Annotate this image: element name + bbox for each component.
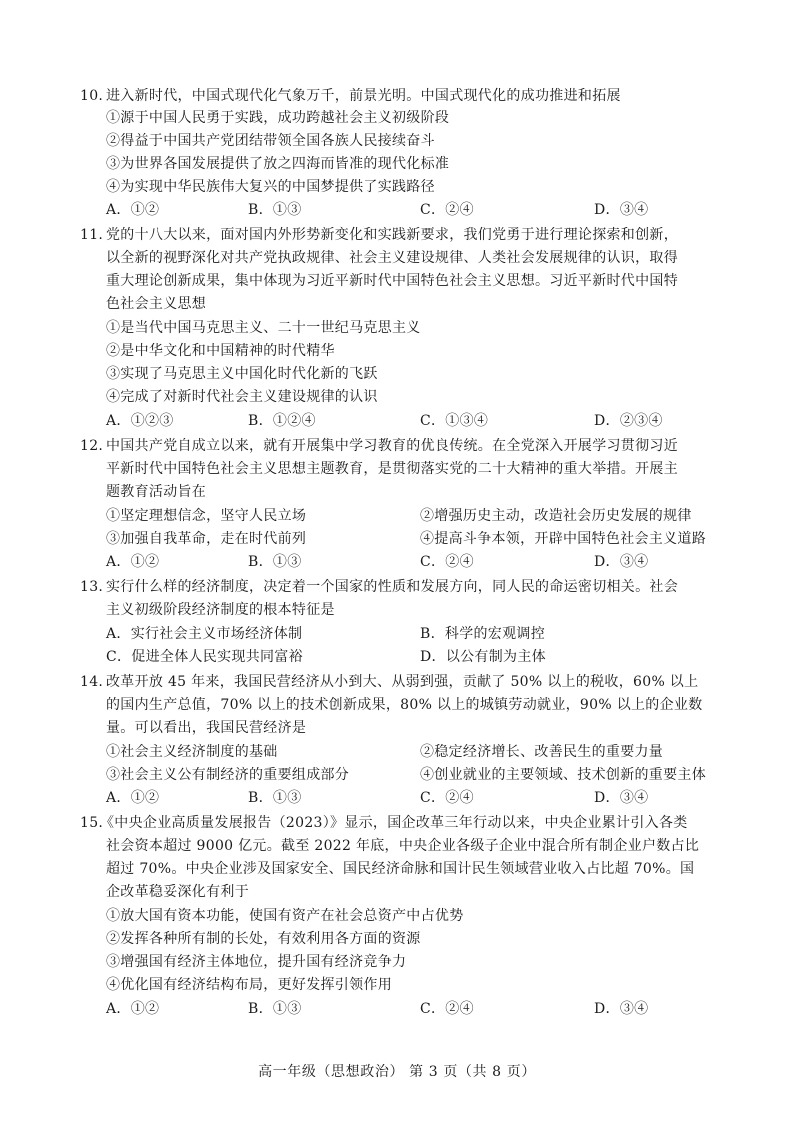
option-d: D．③④ [594,1001,649,1017]
option-a: A．①② [106,1001,160,1017]
question-stem-line: 平新时代中国特色社会主义思想主题教育，是贯彻落实党的二十大精神的重大举措。开展主 [106,461,678,477]
statement-3: ③社会主义公有制经济的重要组成部分 [106,767,350,783]
statement-1: ①坚定理想信念，坚守人民立场 [106,508,307,524]
question-number: 10. [80,88,104,104]
option-a: A．①② [106,790,160,806]
option-d: D．以公有制为主体 [420,649,546,665]
question-stem-line: 的国内生产总值，70% 以上的技术创新成果，80% 以上的城镇劳动就业，90% 以上的企业数 [106,697,703,713]
question-stem-line: 主义初级阶段经济制度的根本特征是 [106,602,335,618]
option-b: B．①③ [248,790,302,806]
option-b: B．①③ [248,1001,302,1017]
statement-4: ④创业就业的主要领域、技术创新的重要主体 [420,767,706,783]
question-stem-line: 实行什么样的经济制度，决定着一个国家的性质和发展方向，同人民的命运密切相关。社会 [106,579,678,595]
question-stem-line: 企改革稳妥深化有利于 [106,884,249,900]
statement-4: ④优化国有经济结构布局，更好发挥引领作用 [106,977,392,993]
statement-4: ④为实现中华民族伟大复兴的中国梦提供了实践路径 [106,179,435,195]
option-c: C．促进全体人民实现共同富裕 [106,649,303,665]
option-b: B．科学的宏观调控 [420,626,545,642]
option-b: B．①②④ [248,413,316,429]
statement-2: ②得益于中国共产党团结带领全国各族人民接续奋斗 [106,133,435,149]
option-d: D．③④ [594,202,649,218]
option-b: B．①③ [248,554,302,570]
statement-4: ④提高斗争本领，开辟中国特色社会主义道路 [420,531,706,547]
option-a: A．①②③ [106,413,174,429]
question-number: 12. [80,438,104,454]
option-a: A．实行社会主义市场经济体制 [106,626,303,642]
question-stem-line: 党的十八大以来，面对国内外形势新变化和实践新要求，我们党勇于进行理论探索和创新， [106,227,678,243]
statement-3: ③加强自我革命，走在时代前列 [106,531,307,547]
question-number: 11. [80,227,104,243]
statement-1: ①放大国有资本功能，使国有资产在社会总资产中占优势 [106,908,464,924]
option-c: C．②④ [420,1001,474,1017]
question-stem-line: 中国共产党自成立以来，就有开展集中学习教育的优良传统。在全党深入开展学习贯彻习近 [106,438,678,454]
question-stem-line: 题教育活动旨在 [106,484,207,500]
option-d: D．③④ [594,790,649,806]
statement-4: ④完成了对新时代社会主义建设规律的认识 [106,389,378,405]
option-a: A．①② [106,202,160,218]
option-c: C．②④ [420,554,474,570]
option-c: C．②④ [420,202,474,218]
statement-1: ①源于中国人民勇于实践，成功跨越社会主义初级阶段 [106,110,450,126]
question-stem-line: 进入新时代，中国式现代化气象万千，前景光明。中国式现代化的成功推进和拓展 [106,88,621,104]
question-stem-line: 改革开放 45 年来，我国民营经济从小到大、从弱到强，贡献了 50% 以上的税收，60% 以上 [106,674,699,690]
statement-2: ②增强历史主动，改造社会历史发展的规律 [420,508,692,524]
page-footer: 高一年级（思想政治） 第 3 页（共 8 页） [258,1064,536,1080]
statement-3: ③实现了马克思主义中国化时代化新的飞跃 [106,366,378,382]
option-c: C．①③④ [420,413,489,429]
statement-2: ②稳定经济增长、改善民生的重要力量 [420,744,664,760]
statement-1: ①是当代中国马克思主义、二十一世纪马克思主义 [106,320,421,336]
statement-2: ②发挥各种所有制的长处，有效利用各方面的资源 [106,931,421,947]
question-stem-line: 重大理论创新成果，集中体现为习近平新时代中国特色社会主义思想。习近平新时代中国特 [106,273,678,289]
statement-2: ②是中华文化和中国精神的时代精华 [106,343,335,359]
option-d: D．②③④ [594,413,663,429]
question-number: 15. [80,815,104,831]
statement-3: ③增强国有经济主体地位，提升国有经济竞争力 [106,954,407,970]
option-a: A．①② [106,554,160,570]
option-b: B．①③ [248,202,302,218]
question-stem-line: 色社会主义思想 [106,296,207,312]
question-number: 14. [80,674,104,690]
option-d: D．③④ [594,554,649,570]
question-stem-line: 超过 70%。中央企业涉及国家安全、国民经济命脉和国计民生领域营业收入占比超 70%。国 [106,861,695,877]
question-number: 13. [80,579,104,595]
question-stem-line: 《中央企业高质量发展报告（2023）》显示，国企改革三年行动以来，中央企业累计引入各类 [100,815,688,831]
statement-1: ①社会主义经济制度的基础 [106,744,278,760]
option-c: C．②④ [420,790,474,806]
question-stem-line: 社会资本超过 9000 亿元。截至 2022 年底，中央企业各级子企业中混合所有制企业户数占比 [106,838,700,854]
statement-3: ③为世界各国发展提供了放之四海而皆准的现代化标准 [106,156,450,172]
question-stem-line: 以全新的视野深化对共产党执政规律、社会主义建设规律、人类社会发展规律的认识，取得 [106,250,678,266]
question-stem-line: 量。可以看出，我国民营经济是 [106,720,307,736]
